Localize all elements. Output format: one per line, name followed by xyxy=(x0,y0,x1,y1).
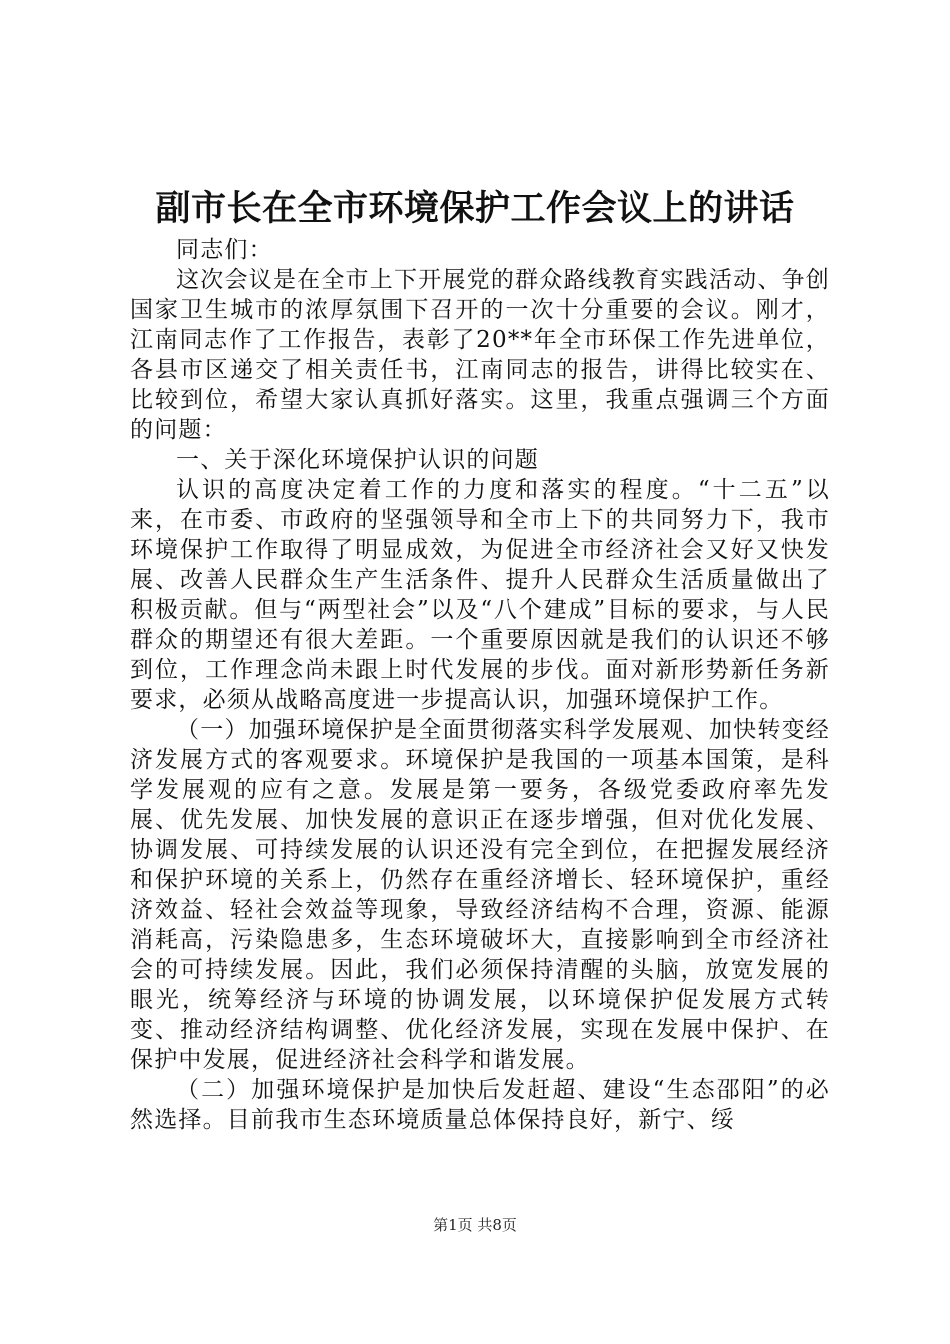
paragraph: （一）加强环境保护是全面贯彻落实科学发展观、加快转变经济发展方式的客观要求。环境保护是我国的一项基本国策，是科学发展观的应有之意。发展是第一要务，各级党委政府率先发展、优先发展、加快发展的意识正在逐步增强，但对优化发展、协调发展、可持续发展的认识还没有完全到位，在把握发展经济和保护环境的关系上，仍然存在重经济增长、轻环境保护，重经济效益、轻社会效益等现象，导致经济结构不合理，资源、能源消耗高，污染隐患多，生态环境破坏大，直接影响到全市经济社会的可持续发展。因此，我们必须保持清醒的头脑，放宽发展的眼光，统筹经济与环境的协调发展，以环境保护促发展方式转变、推动经济结构调整、优化经济发展，实现在发展中保护、在保护中发展，促进经济社会科学和谐发展。 xyxy=(130,717,830,1073)
section-heading: 一、关于深化环境保护认识的问题 xyxy=(176,447,539,473)
document-title: 副市长在全市环境保护工作会议上的讲话 xyxy=(155,188,795,229)
paragraph: （二）加强环境保护是加快后发赶超、建设“生态邵阳”的必然选择。目前我市生态环境质量总体保持良好，新宁、绥 xyxy=(130,1077,830,1133)
paragraph: 认识的高度决定着工作的力度和落实的程度。“十二五”以来，在市委、市政府的坚强领导和全市上下的共同努力下，我市环境保护工作取得了明显成效，为促进全市经济社会又好又快发展、改善人民群众生产生活条件、提升人民群众生活质量做出了积极贡献。但与“两型社会”以及“八个建成”目标的要求，与人民群众的期望还有很大差距。一个重要原因就是我们的认识还不够到位，工作理念尚未跟上时代发展的步伐。面对新形势新任务新要求，必须从战略高度进一步提高认识，加强环境保护工作。 xyxy=(130,477,830,713)
page-number: 第1页 共8页 xyxy=(433,1216,517,1234)
document-body xyxy=(130,235,830,1135)
salutation: 同志们： xyxy=(176,237,273,263)
paragraph-intro: 这次会议是在全市上下开展党的群众路线教育实践活动、争创国家卫生城市的浓厚氛围下召开的一次十分重要的会议。刚才，江南同志作了工作报告，表彰了20**年全市环保工作先进单位，各县市区递交了相关责任书，江南同志的报告，讲得比较实在、比较到位，希望大家认真抓好落实。这里，我重点强调三个方面的问题： xyxy=(130,267,830,443)
